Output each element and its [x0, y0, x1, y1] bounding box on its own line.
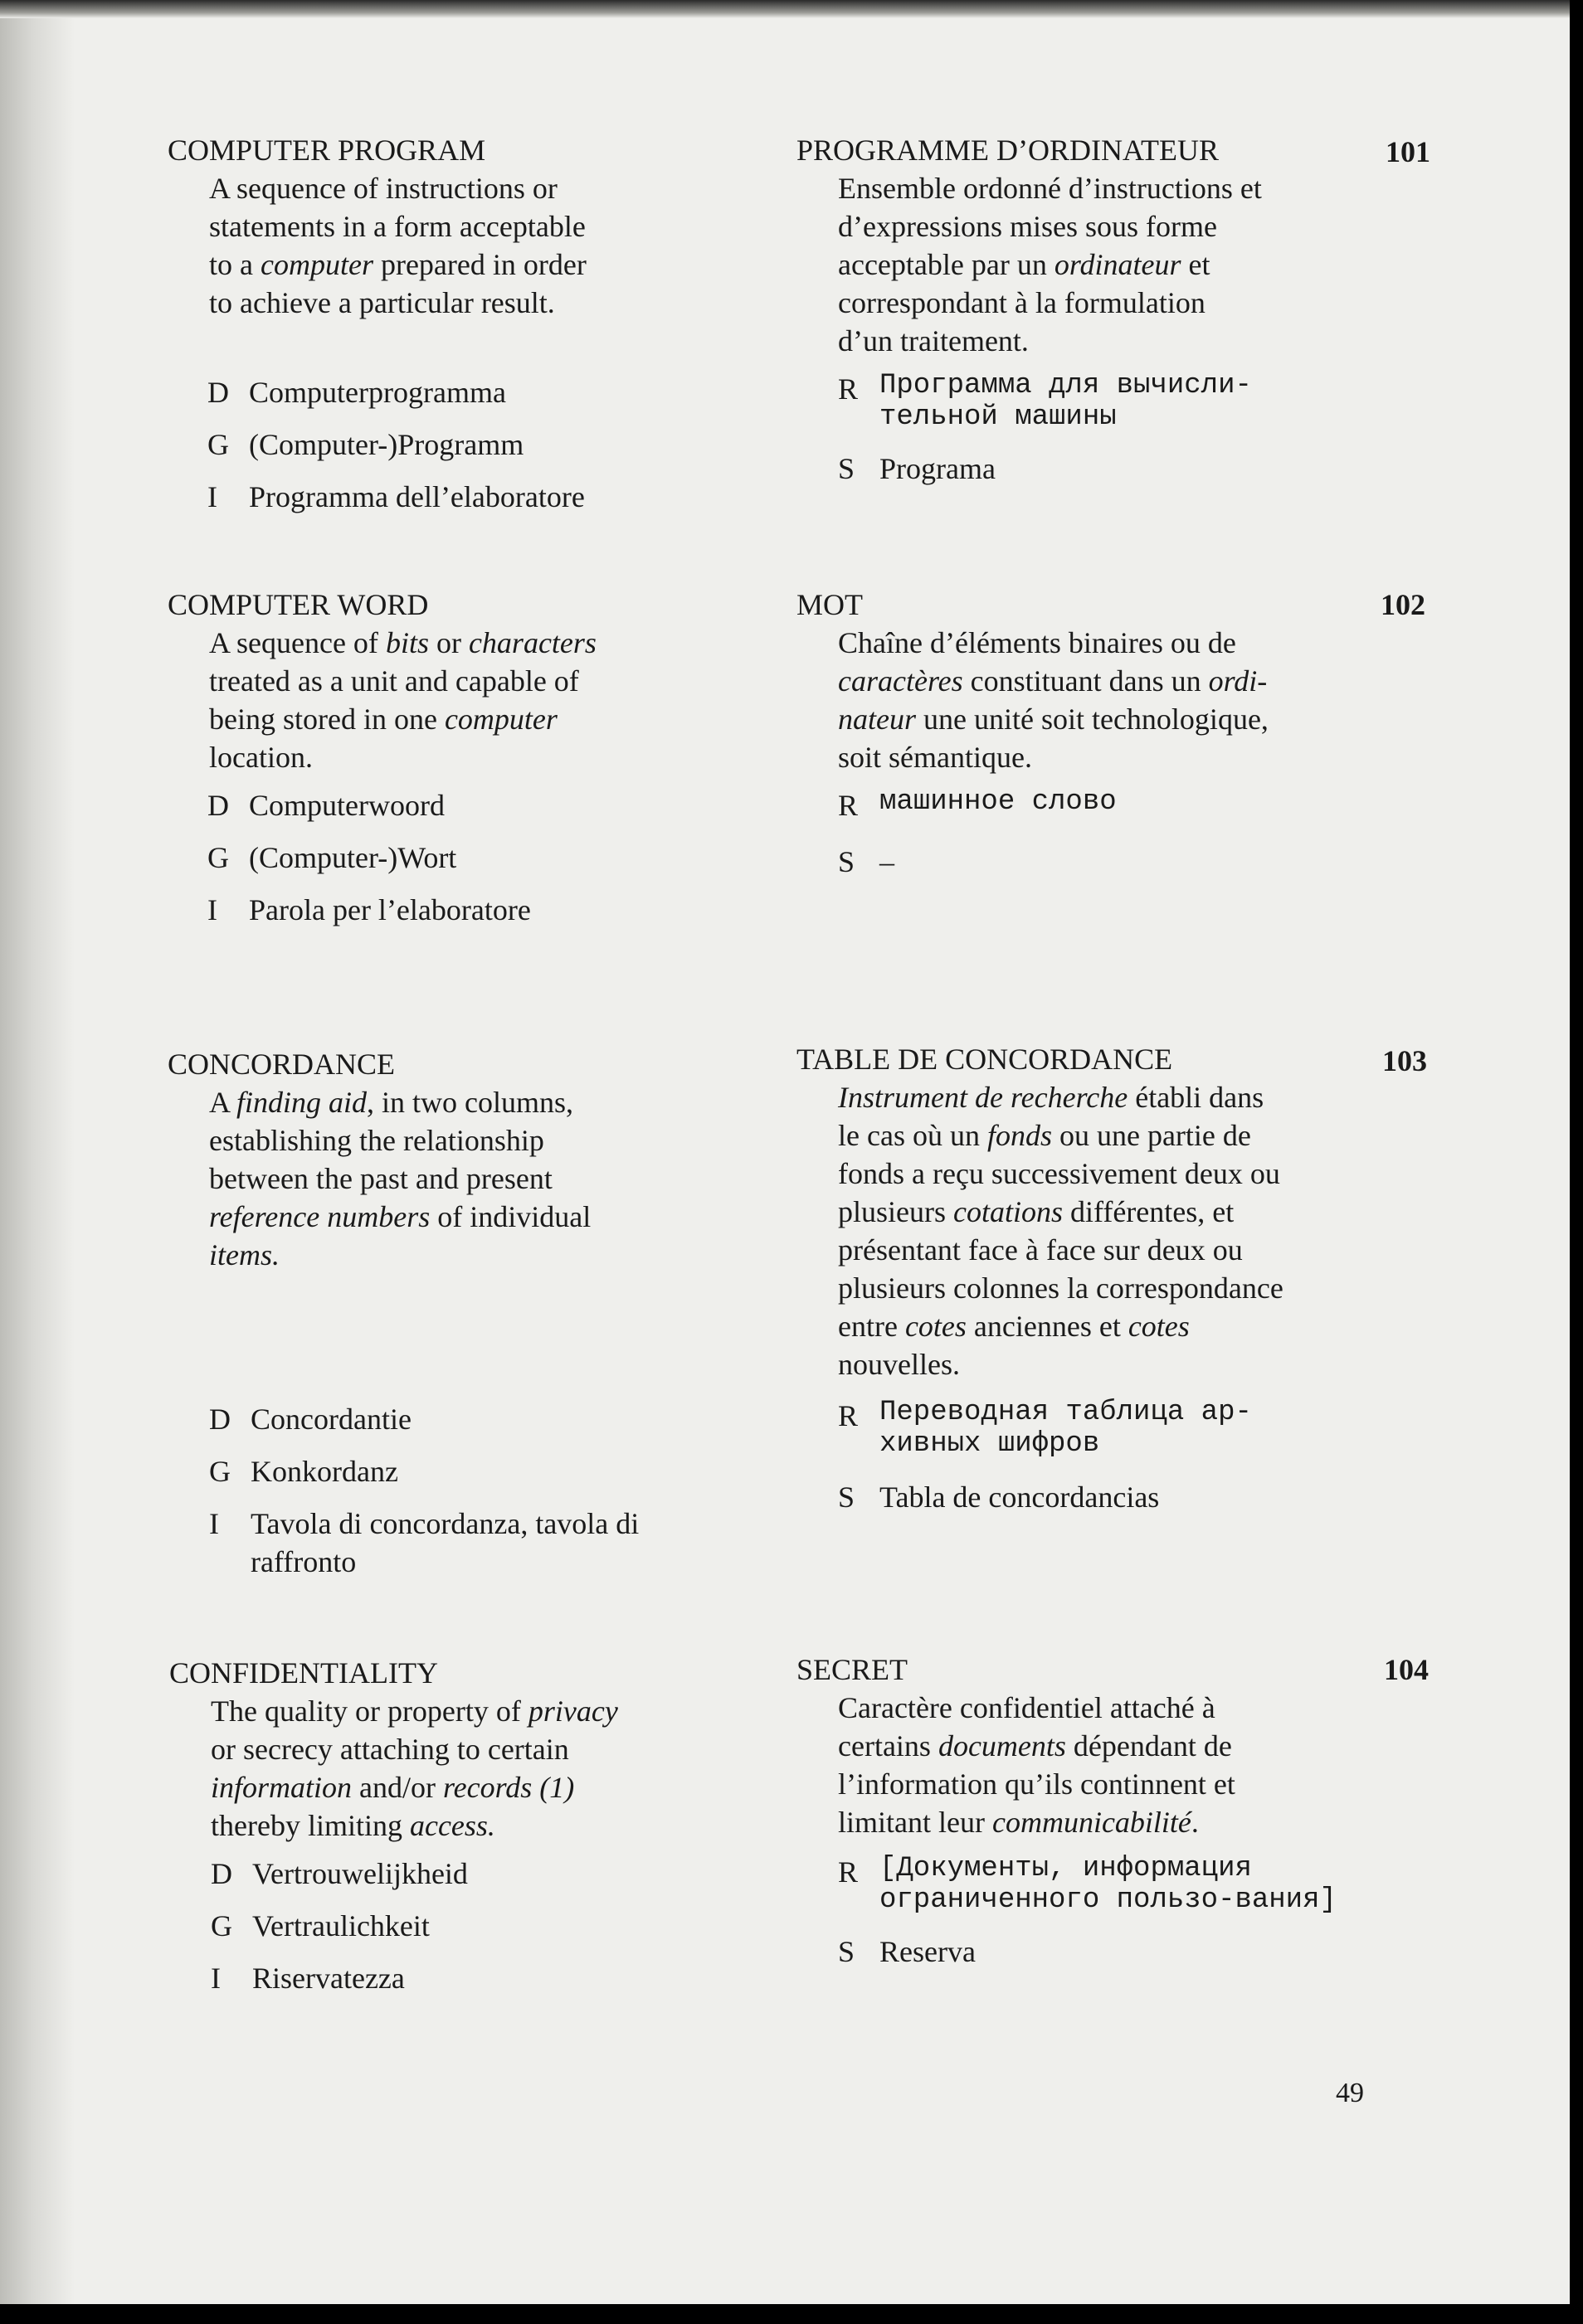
- definition-english: A sequence of instructions or statements in a form acceptable to a computer prepared in order to achieve a particular result.: [209, 172, 587, 319]
- equivalent-russian: R [Документы, информация ограниченного пользо-вания]: [838, 1853, 1337, 1916]
- definition-english: A finding aid, in two columns, establishing the relationship between the past and present reference numbers of individual items.: [209, 1086, 592, 1271]
- definition-french: Caractère confidentiel attaché à certains documents dépendant de l’information qu’ils continnent et limitant leur communicabilité.: [838, 1691, 1235, 1839]
- equivalent-german: G (Computer-)Wort: [207, 841, 457, 874]
- entry-101-english: [168, 131, 748, 516]
- equivalent-german: G Vertraulichkeit: [211, 1909, 430, 1942]
- equivalent-german: G Konkordanz: [209, 1455, 398, 1488]
- equivalent-spanish: S –: [838, 845, 894, 878]
- term-english: CONFIDENTIALITY: [169, 1656, 438, 1690]
- equivalent-italian: I Tavola di concordanza, tavola di raffronto: [209, 1507, 640, 1578]
- entry-103-french: [796, 1040, 1377, 1516]
- term-french: MOT: [796, 588, 863, 621]
- equivalent-dutch: D Concordantie: [209, 1403, 412, 1436]
- equivalent-russian: R Переводная таблица ар-хивных шифров: [838, 1397, 1252, 1460]
- entry-104-english: [169, 1654, 750, 1997]
- entry-number: 103: [1382, 1044, 1427, 1077]
- equivalent-russian: R Программа для вычисли-тельной машины: [838, 370, 1252, 433]
- term-english: COMPUTER PROGRAM: [168, 134, 486, 167]
- entry-number: 101: [1386, 135, 1430, 168]
- definition-french: Ensemble ordonné d’instructions et d’expressions mises sous forme acceptable par un ordinateur et correspondant à la formulation d’un traitement.: [838, 172, 1262, 357]
- term-english: COMPUTER WORD: [168, 588, 429, 621]
- equivalent-italian: I Parola per l’elaboratore: [207, 893, 531, 926]
- entry-104-french: [796, 1651, 1377, 1971]
- equivalent-italian: I Programma dell’elaboratore: [207, 480, 585, 513]
- page-top-edge: [0, 0, 1570, 18]
- equivalent-dutch: D Vertrouwelijkheid: [211, 1857, 468, 1890]
- equivalent-italian: I Riservatezza: [211, 1962, 405, 1995]
- entry-number: 104: [1384, 1653, 1429, 1686]
- entry-102-french: [796, 586, 1377, 881]
- page-gutter-shadow: [0, 0, 75, 2304]
- equivalent-spanish: S Programa: [838, 452, 996, 485]
- definition-french: Chaîne d’éléments binaires ou de caractères constituant dans un ordi- nateur une unité soit technologique, soit sémantique.: [838, 626, 1269, 774]
- page-number: 49: [1336, 2078, 1364, 2108]
- definition-french: Instrument de recherche établi dans le cas où un fonds ou une partie de fonds a reçu successivement deux ou plusieurs cotations différentes, et présentant face à face sur deux ou plusieurs colonnes la correspondance entre cotes anciennes et cotes nouvelles.: [838, 1081, 1283, 1381]
- term-french: TABLE DE CONCORDANCE: [796, 1043, 1173, 1076]
- equivalent-dutch: D Computerwoord: [207, 789, 445, 822]
- equivalent-spanish: S Tabla de concordancias: [838, 1480, 1160, 1514]
- definition-english: The quality or property of privacy or secrecy attaching to certain information and/or records (1) thereby limiting access.: [211, 1694, 618, 1842]
- entry-103-english: [168, 1045, 748, 1581]
- equivalent-russian: R машинное слово: [838, 786, 1117, 822]
- term-french: PROGRAMME D’ORDINATEUR: [796, 134, 1220, 167]
- equivalent-spanish: S Reserva: [838, 1935, 976, 1968]
- term-english: CONCORDANCE: [168, 1048, 396, 1081]
- entry-101-french: [796, 131, 1377, 488]
- entry-number: 102: [1381, 588, 1425, 621]
- equivalent-german: G (Computer-)Programm: [207, 428, 524, 461]
- entry-102-english: [168, 586, 748, 929]
- term-french: SECRET: [796, 1653, 908, 1686]
- equivalent-dutch: D Computerprogramma: [207, 376, 506, 409]
- definition-english: A sequence of bits or characters treated as a unit and capable of being stored in one computer location.: [209, 626, 597, 774]
